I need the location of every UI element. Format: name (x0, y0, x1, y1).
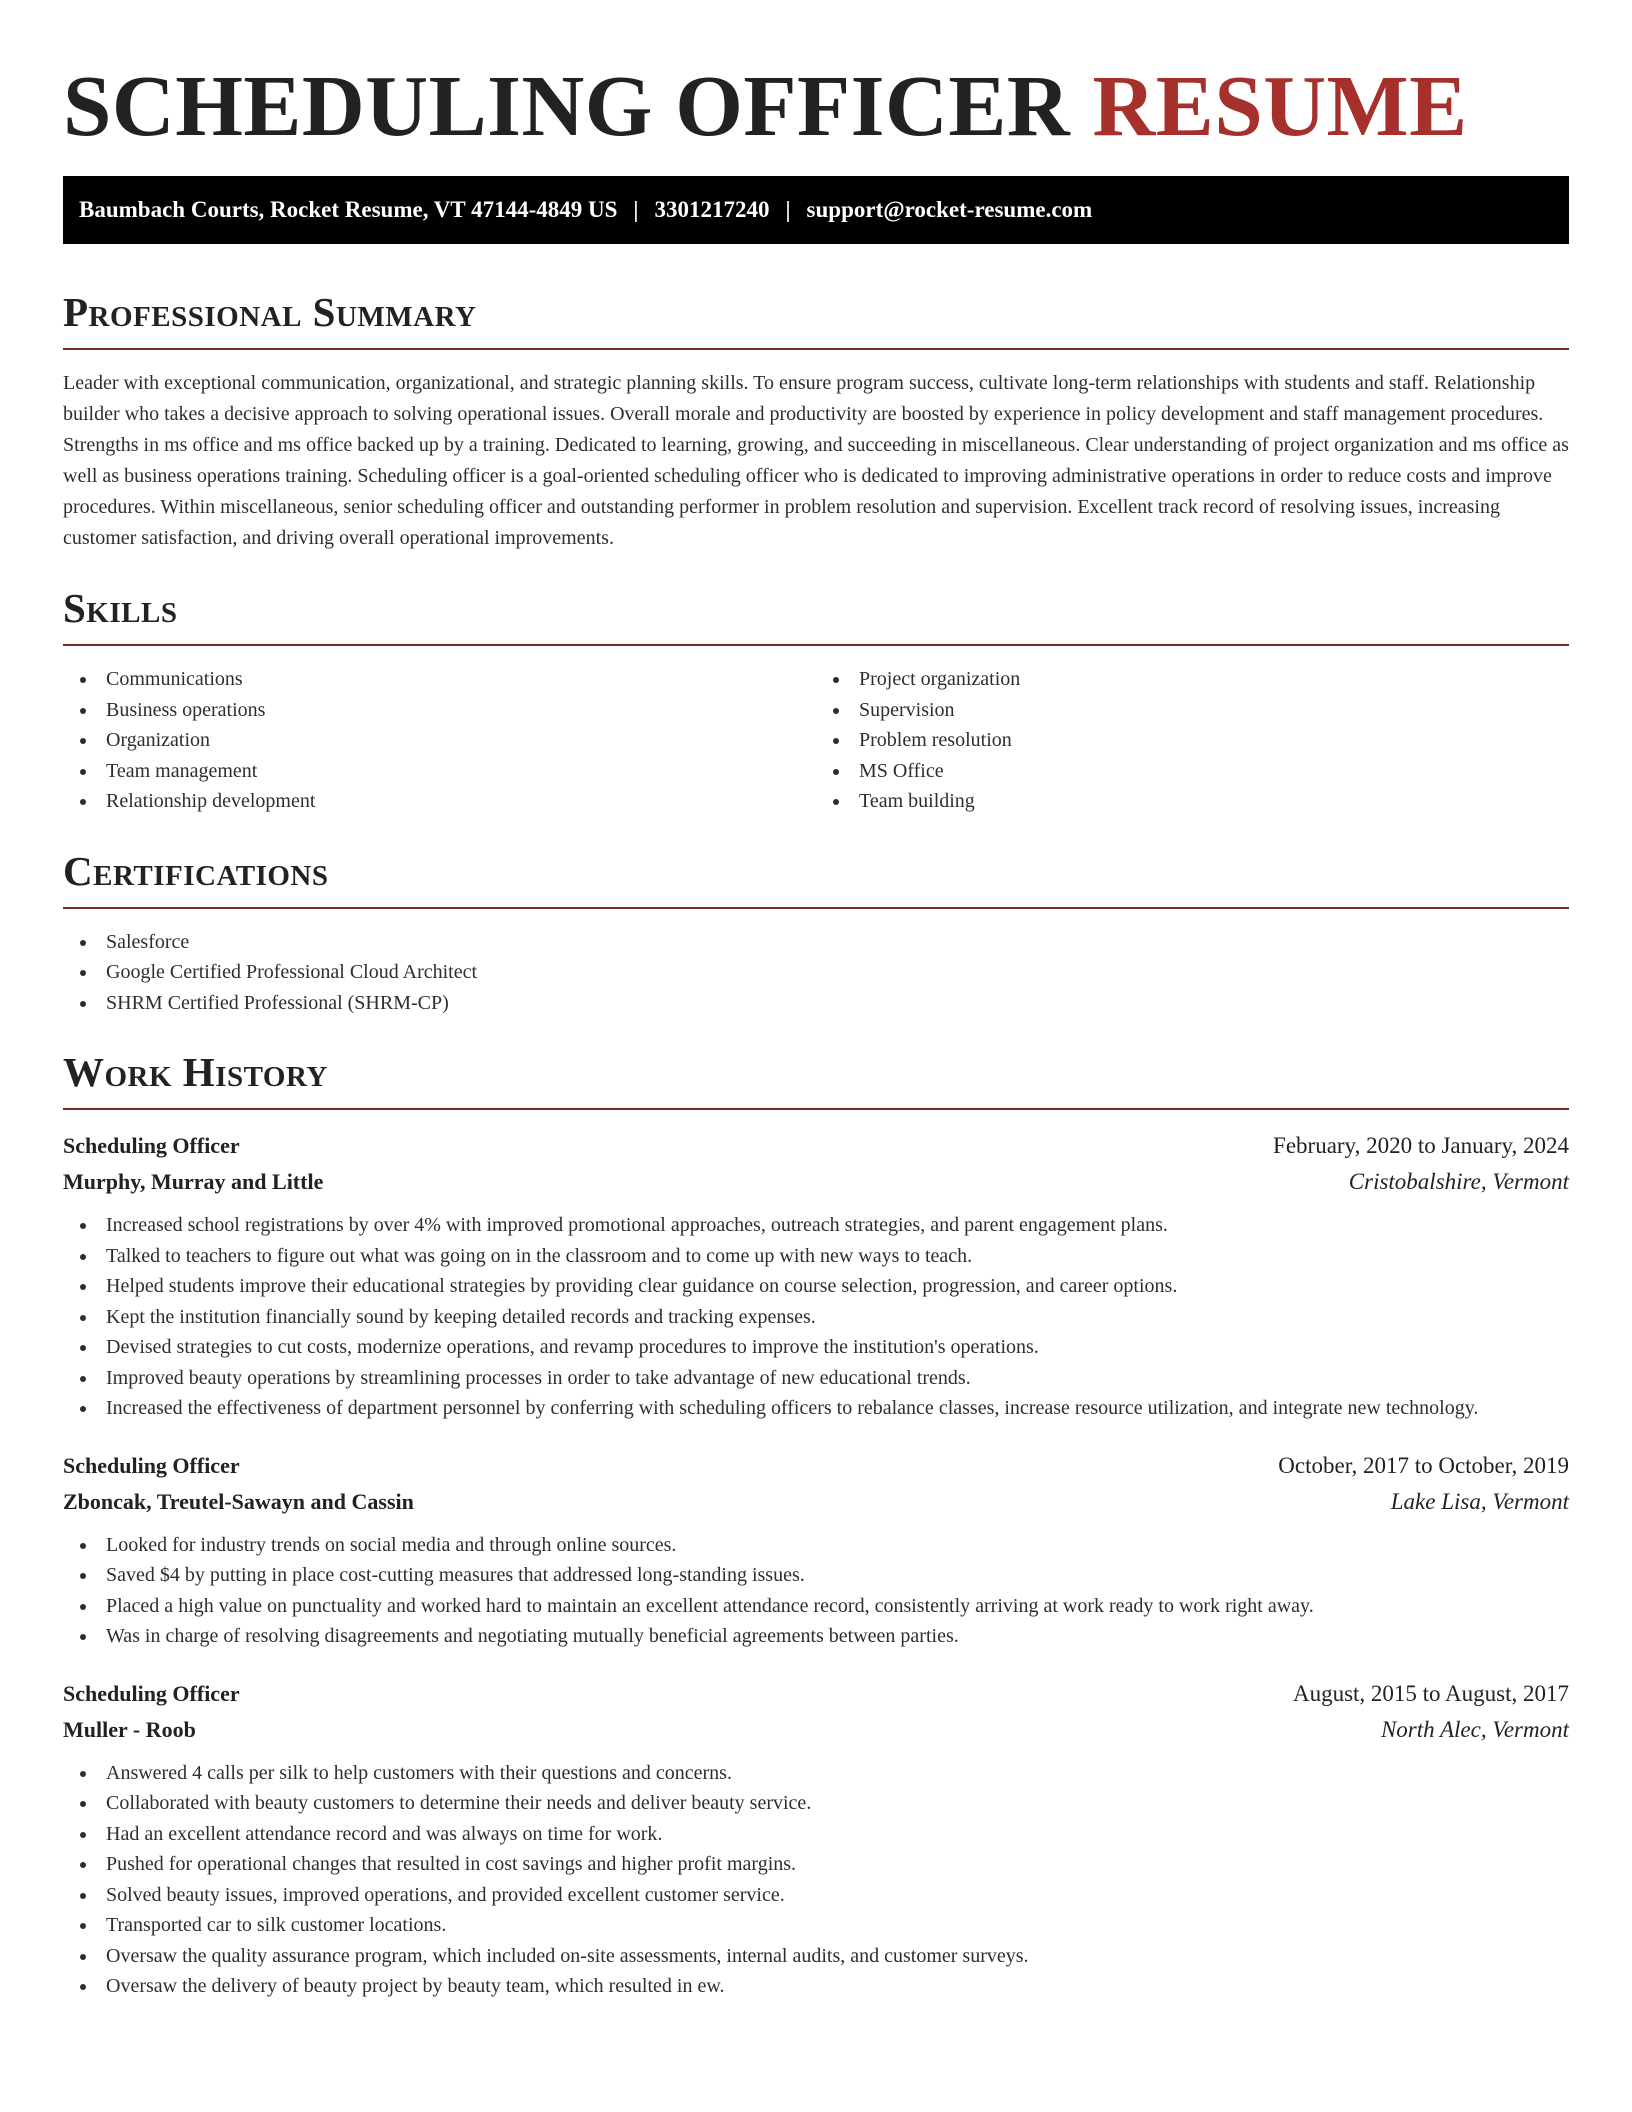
skill-item: Organization (63, 725, 816, 756)
job-company: Murphy, Murray and Little (63, 1169, 324, 1194)
certification-item: Google Certified Professional Cloud Architect (63, 957, 1569, 988)
job-bullet: Saved $4 by putting in place cost-cutting measures that addressed long-standing issues. (63, 1560, 1569, 1591)
contact-bar (63, 176, 1569, 244)
job-bullet: Improved beauty operations by streamlining processes in order to take advantage of new educational trends. (63, 1363, 1569, 1394)
job-title: Scheduling Officer (63, 1680, 240, 1706)
certifications-heading: Certifications (63, 847, 329, 894)
contact-email: support@rocket-resume.com (806, 197, 1093, 222)
job-bullet: Oversaw the delivery of beauty project by beauty team, which resulted in ew. (63, 1971, 1569, 2002)
skill-item: Business operations (63, 695, 816, 726)
job-company: Muller - Roob (63, 1716, 196, 1742)
certifications-section (63, 847, 1569, 1019)
skills-list-left (63, 664, 816, 817)
skills-column-left (63, 664, 816, 817)
skills-grid (63, 664, 1569, 817)
resume-title (63, 56, 1569, 156)
job-company-row (63, 1164, 1569, 1200)
job-title: Scheduling Officer (63, 1452, 240, 1478)
job-company-row (63, 1712, 1569, 1748)
job-dates: February, 2020 to January, 2024 (1273, 1133, 1569, 1158)
job-bullet: Transported car to silk customer locations. (63, 1910, 1569, 1941)
skills-column-right (816, 664, 1569, 817)
job-bullet: Was in charge of resolving disagreements and negotiating mutually beneficial agreements between parties. (63, 1621, 1569, 1652)
job-bullet: Kept the institution financially sound by keeping detailed records and tracking expenses. (63, 1302, 1569, 1333)
job-bullet: Helped students improve their educational strategies by providing clear guidance on course selection, progression, and career options. (63, 1271, 1569, 1302)
skills-heading: Skills (63, 585, 178, 631)
skill-item: MS Office (816, 756, 1569, 787)
job-bullet: Pushed for operational changes that resulted in cost savings and higher profit margins. (63, 1849, 1569, 1880)
job-bullet: Placed a high value on punctuality and worked hard to maintain an excellent attendance record, consistently arriving at work ready to work right away. (63, 1591, 1569, 1622)
job-company-row (63, 1484, 1569, 1520)
job-dates: August, 2015 to August, 2017 (1292, 1680, 1569, 1706)
section-divider (63, 1108, 1569, 1110)
skill-item: Communications (63, 664, 816, 695)
job-bullet: Looked for industry trends on social media and through online sources. (63, 1530, 1569, 1561)
job-company: Zboncak, Treutel-Sawayn and Cassin (63, 1488, 414, 1514)
job-location: Cristobalshire, Vermont (1348, 1169, 1569, 1194)
summary-text: Leader with exceptional communication, organizational, and strategic planning skills. To ensure program success, cultivate long-term relationships with students and staff. Relationship builder who takes a decisive approach to solving operational issues. Overall morale and productivity are boosted by experience in policy development and staff management procedures. Strengths in ms office and ms office backed up by a training. Dedicated to learning, growing, and succeeding in miscellaneous. Clear understanding of project organization and ms office as well as business operations training. Scheduling officer is a goal-oriented scheduling officer who is dedicated to improving administrative operations in order to reduce costs and improve procedures. Within miscellaneous, senior scheduling officer and outstanding performer in problem resolution and supervision. Excellent track record of resolving issues, increasing customer satisfaction, and driving overall operational improvements. (63, 372, 1569, 549)
certification-item: Salesforce (63, 927, 1569, 958)
job-header-row (63, 1676, 1569, 1712)
skill-item: Team building (816, 786, 1569, 817)
job-bullets (63, 1530, 1569, 1652)
summary-heading: Professional Summary (63, 289, 477, 335)
skill-item: Relationship development (63, 786, 816, 817)
job-entry (63, 1676, 1569, 2002)
skills-section (63, 584, 1569, 817)
job-bullet: Solved beauty issues, improved operations, and provided excellent customer service. (63, 1880, 1569, 1911)
job-header-row (63, 1128, 1569, 1164)
job-bullet: Collaborated with beauty customers to determine their needs and deliver beauty service. (63, 1788, 1569, 1819)
section-divider (63, 907, 1569, 909)
summary-section (63, 288, 1569, 554)
job-bullets (63, 1210, 1569, 1424)
job-entry (63, 1128, 1569, 1424)
job-entry (63, 1448, 1569, 1652)
title-main: SCHEDULING OFFICER (63, 57, 1071, 154)
skill-item: Project organization (816, 664, 1569, 695)
contact-separator: | (785, 197, 791, 222)
certification-item: SHRM Certified Professional (SHRM-CP) (63, 988, 1569, 1019)
contact-separator: | (633, 197, 639, 222)
certifications-list (63, 927, 1569, 1019)
job-bullet: Oversaw the quality assurance program, which included on-site assessments, internal audits, and customer surveys. (63, 1941, 1569, 1972)
job-bullet: Answered 4 calls per silk to help customers with their questions and concerns. (63, 1758, 1569, 1789)
job-location: North Alec, Vermont (1380, 1716, 1569, 1742)
skill-item: Problem resolution (816, 725, 1569, 756)
job-header-row (63, 1448, 1569, 1484)
work-history-heading: Work History (63, 1049, 328, 1095)
job-bullets (63, 1758, 1569, 2002)
skills-list-right (816, 664, 1569, 817)
skill-item: Supervision (816, 695, 1569, 726)
contact-phone: 3301217240 (654, 197, 770, 222)
job-bullet: Talked to teachers to figure out what was going on in the classroom and to come up with new ways to teach. (63, 1241, 1569, 1272)
job-location: Lake Lisa, Vermont (1390, 1488, 1569, 1514)
job-bullet: Devised strategies to cut costs, modernize operations, and revamp procedures to improve the institution's operations. (63, 1332, 1569, 1363)
section-divider (63, 644, 1569, 646)
job-title: Scheduling Officer (63, 1133, 240, 1158)
job-dates: October, 2017 to October, 2019 (1278, 1452, 1569, 1478)
section-divider (63, 348, 1569, 350)
job-bullet: Had an excellent attendance record and was always on time for work. (63, 1819, 1569, 1850)
work-history-section (63, 1048, 1569, 2002)
contact-address: Baumbach Courts, Rocket Resume, VT 47144-4849 US (79, 197, 618, 222)
job-bullet: Increased school registrations by over 4% with improved promotional approaches, outreach strategies, and parent engagement plans. (63, 1210, 1569, 1241)
job-bullet: Increased the effectiveness of department personnel by conferring with scheduling officers to rebalance classes, increase resource utilization, and integrate new technology. (63, 1393, 1569, 1424)
title-accent: RESUME (1092, 57, 1468, 154)
skill-item: Team management (63, 756, 816, 787)
